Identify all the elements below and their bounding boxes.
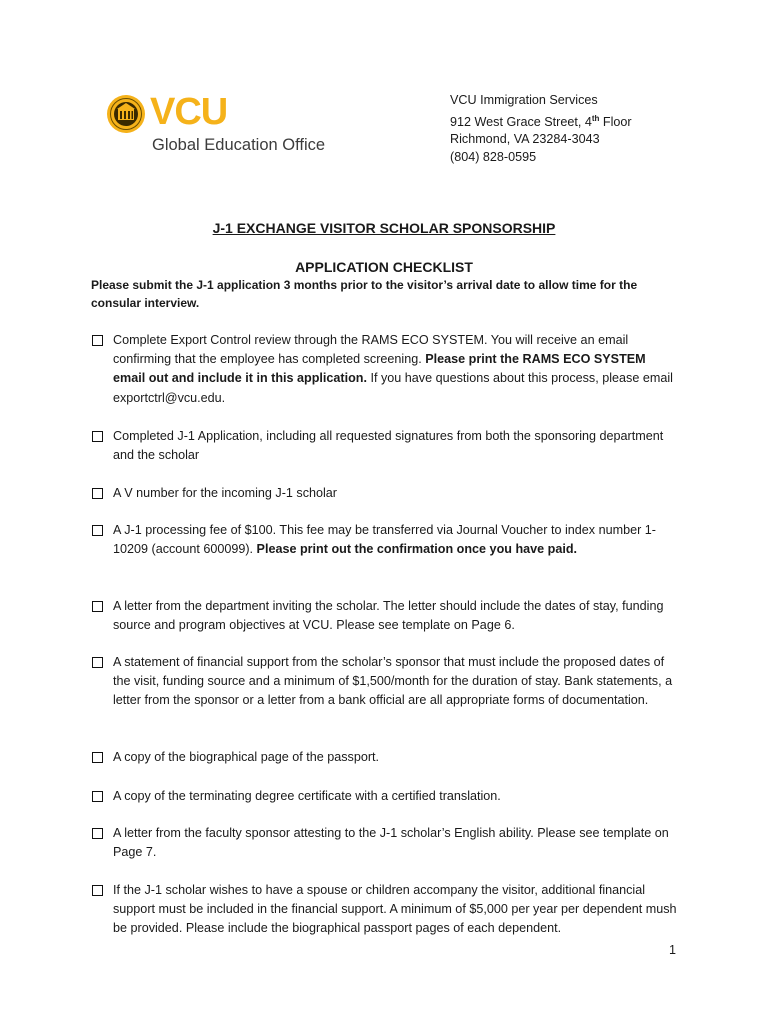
checkbox[interactable] [92, 791, 103, 802]
checklist-item-text: A copy of the biographical page of the passport. [113, 750, 380, 764]
address-city: Richmond, VA 23284-3043 [450, 132, 600, 147]
checkbox[interactable] [92, 752, 103, 763]
checkbox[interactable] [92, 488, 103, 499]
checklist-item [91, 484, 681, 503]
checklist-item-text: A V number for the incoming J-1 scholar [113, 486, 337, 500]
checklist-item [91, 881, 681, 939]
address-phone: (804) 828-0595 [450, 149, 537, 164]
checklist-item-text: A letter from the department inviting the scholar. The letter should include the dates of stay, funding source and program objectives at VCU. Please see template on Page 6. [113, 599, 664, 633]
address-street: 912 West Grace Street, 4th Floor [450, 113, 632, 129]
checklist-item-text: A statement of financial support from the scholar’s sponsor that must include the proposed dates of the visit, funding source and a minimum of $1,500/month for the duration of stay. Bank statements, a letter from the sponsor or a letter from a bank official are all appropriate forms of documentation. [113, 655, 673, 708]
checklist-item [91, 521, 681, 559]
document-subtitle: APPLICATION CHECKLIST [295, 259, 473, 275]
vcu-logo [106, 93, 324, 155]
checklist-item [91, 597, 681, 635]
vcu-seal-icon [106, 94, 146, 134]
checklist-item-text: Complete Export Control review through the RAMS ECO SYSTEM. You will receive an email confirming that the employee has completed screening. Please print the RAMS ECO SYSTEM email out and include it in this application. If you have questions about this process, please email exportctrl@vcu.edu. [113, 333, 673, 405]
checklist-item-text: A J-1 processing fee of $100. This fee may be transferred via Journal Voucher to index number 1-10209 (account 600099). Please print out the confirmation once you have paid. [113, 523, 657, 557]
checkbox[interactable] [92, 431, 103, 442]
checkbox[interactable] [92, 657, 103, 668]
logo-wordmark: VCU [150, 91, 228, 133]
checklist-item [91, 787, 681, 806]
checkbox[interactable] [92, 885, 103, 896]
checkbox[interactable] [92, 335, 103, 346]
address-office-name: VCU Immigration Services [450, 93, 598, 107]
logo-subtitle: Global Education Office [152, 136, 326, 154]
checkbox[interactable] [92, 828, 103, 839]
checklist-item [91, 653, 681, 711]
document-title: J-1 EXCHANGE VISITOR SCHOLAR SPONSORSHIP [212, 220, 556, 236]
checklist-item-text: Completed J-1 Application, including all requested signatures from both the sponsoring department and the scholar [113, 429, 664, 463]
checklist-item [91, 427, 681, 465]
checkbox[interactable] [92, 525, 103, 536]
checklist-item [91, 331, 681, 408]
office-address [450, 92, 632, 167]
checkbox[interactable] [92, 601, 103, 612]
checklist-item-text: A copy of the terminating degree certificate with a certified translation. [113, 789, 501, 803]
intro-instructions: Please submit the J-1 application 3 months prior to the visitor’s arrival date to allow time for the consular interview. [91, 278, 638, 310]
checklist-item-text: If the J-1 scholar wishes to have a spouse or children accompany the visitor, additional financial support must be included in the financial support. A minimum of $5,000 per year per dependent mush be provided. Please include the biographical passport pages of each dependent. [113, 883, 677, 936]
checklist-item-text: A letter from the faculty sponsor attesting to the J-1 scholar’s English ability. Please see template on Page 7. [113, 826, 669, 860]
checklist-item [91, 748, 681, 767]
page-number: 1 [669, 943, 677, 957]
checklist-item [91, 824, 681, 862]
